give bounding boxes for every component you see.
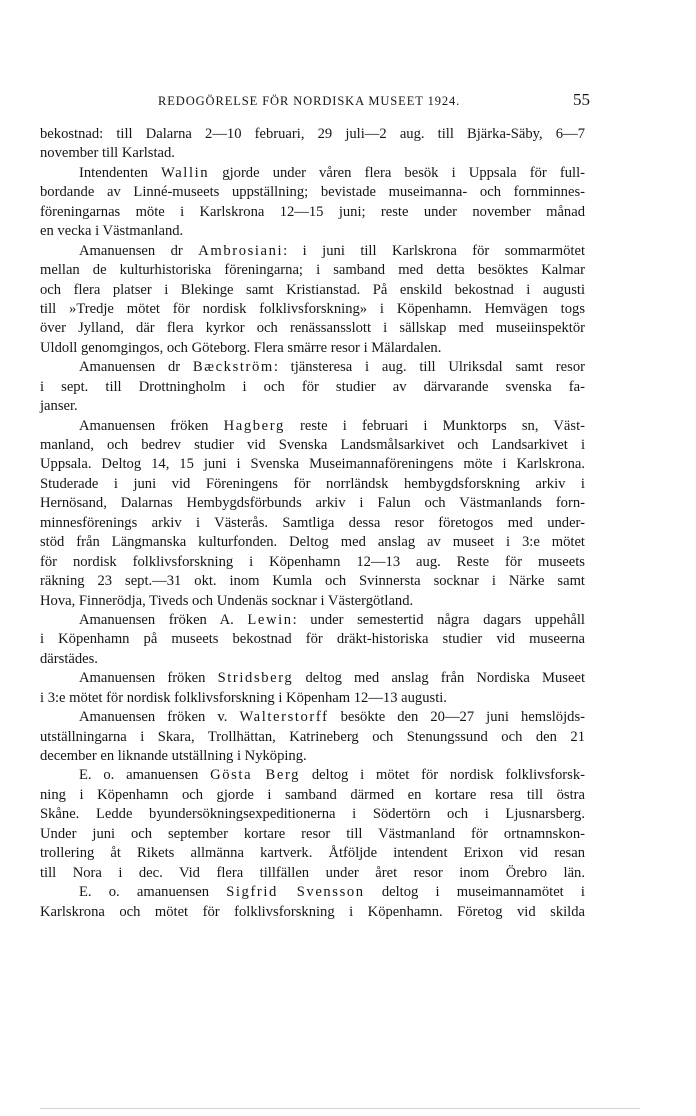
text-line: utställningarna i Skara, Trollhättan, Katrineberg och Stenungssund och den 21 xyxy=(40,728,585,745)
text-segment: Amanuensen fröken v. xyxy=(79,709,240,726)
text-line: därstädes. xyxy=(40,650,98,667)
text-line: november till Karlstad. xyxy=(40,145,175,162)
text-line: till »Tredje mötet för nordisk folklivsforskning» i Köpenhamn. Hemvägen togs xyxy=(40,300,585,317)
text-line: december en liknande utställning i Nyköping. xyxy=(40,748,307,764)
text-line: Skåne. Ledde byundersökningsexpeditionerna i Södertörn och i Ljusnarsberg. xyxy=(40,806,585,823)
bottom-rule xyxy=(40,1108,640,1109)
text-line xyxy=(40,611,585,630)
text-line: manland, och bedrev studier vid Svenska Landsmålsarkivet och Landsarkivet i xyxy=(40,437,585,453)
text-segment: Amanuensen dr xyxy=(79,242,199,259)
text-line: Studerade i juni vid Föreningens för norrländsk hembygdsforskning arkiv i xyxy=(40,475,585,492)
text-line: mellan de kulturhistoriska föreningarna; i samband med detta besöktes Kalmar xyxy=(40,262,585,279)
text-segment: deltog med anslag från Nordiska Museet xyxy=(293,670,585,687)
spaced-name: Gösta Berg xyxy=(210,767,301,784)
text-line: i Köpenhamn på museets bekostnad för dräkt-historiska studier vid museerna xyxy=(40,631,585,648)
text-line xyxy=(40,417,585,436)
text-segment: E. o. amanuensen xyxy=(79,884,227,901)
spaced-name: Stridsberg xyxy=(217,670,294,687)
text-line: föreningarnas möte i Karlskrona 12—15 juni; reste under november månad xyxy=(40,203,585,220)
text-line: stöd från Längmanska kulturfonden. Deltog med anslag av museet i 3:e mötet xyxy=(40,534,585,551)
text-segment: Amanuensen fröken xyxy=(79,417,224,434)
text-line: minnesförenings arkiv i Västerås. Samtliga dessa resor företogos med under- xyxy=(40,514,585,531)
text-line xyxy=(40,669,585,688)
page-header xyxy=(40,90,590,114)
text-segment: E. o. amanuensen xyxy=(79,767,211,784)
text-line: Under juni och september kortare resor till Västmanland för ortnamnskon- xyxy=(40,825,585,842)
text-line: i 3:e mötet för nordisk folklivsforskning i Köpenham 12—13 augusti. xyxy=(40,689,447,706)
text-segment: Intendenten xyxy=(79,164,162,181)
text-segment: : under semestertid några dagars uppehåll xyxy=(292,611,585,628)
text-line xyxy=(40,883,585,902)
text-segment: besökte den 20—27 juni hemslöjds- xyxy=(328,709,585,726)
spaced-name: Bæckström xyxy=(192,359,274,376)
text-line: över Jylland, där flera kyrkor och renässansslott i sällskap med museiinspektör xyxy=(40,320,585,337)
text-line: janser. xyxy=(40,398,78,415)
spaced-name: Walterstorff xyxy=(239,709,329,726)
text-line xyxy=(40,358,585,377)
text-line: Uppsala. Deltog 14, 15 juni i Svenska Museimannaföreningens möte i Karlskrona. xyxy=(40,456,585,473)
spaced-name: Hagberg xyxy=(223,417,285,434)
spaced-name: Ambrosiani xyxy=(198,242,284,259)
spaced-name: Lewin xyxy=(247,611,293,628)
text-line: Hernösand, Dalarnas Hembygdsförbunds arkiv i Falun och Västmanlands forn- xyxy=(40,495,585,512)
text-line: Karlskrona och mötet för folklivsforskning i Köpenhamn. Företog vid skilda xyxy=(40,903,585,920)
text-line xyxy=(40,242,585,261)
text-line: ning i Köpenhamn och gjorde i samband därmed en kortare resa till östra xyxy=(40,786,585,803)
text-line: en vecka i Västmanland. xyxy=(40,223,184,240)
text-segment: : i juni till Karlskrona för sommarmötet xyxy=(283,242,585,259)
spaced-name: Sigfrid Svensson xyxy=(226,884,365,901)
text-line: till Nora i dec. Vid flera tillfällen under året resor inom Örebro län. xyxy=(40,864,585,881)
text-segment: Amanuensen fröken xyxy=(79,670,218,687)
text-line xyxy=(40,164,585,183)
text-segment: deltog i museimannamötet i xyxy=(364,884,585,901)
text-line: Uldoll genomgingos, och Göteborg. Flera smärre resor i Mälardalen. xyxy=(40,339,442,356)
text-line: trollering åt Rikets allmänna kartverk. Åtföljde intendent Erixon vid resan xyxy=(40,845,585,862)
text-segment: deltog i mötet för nordisk folklivsforsk- xyxy=(300,767,585,784)
text-segment: gjorde under våren flera besök i Uppsala för full- xyxy=(209,164,585,181)
text-line: bordande av Linné-museets uppställning; bevistade museimanna- och fornminnes- xyxy=(40,184,585,201)
text-segment: Amanuensen dr xyxy=(79,359,193,376)
text-line: bekostnad: till Dalarna 2—10 februari, 29 juli—2 aug. till Bjärka-Säby, 6—7 xyxy=(40,126,585,142)
text-segment: reste i februari i Munktorps sn, Väst- xyxy=(284,417,586,434)
text-line: Hova, Finnerödja, Tiveds och Undenäs socknar i Västergötland. xyxy=(40,592,414,609)
text-line: räkning 23 sept.—31 okt. inom Kumla och Svinnersta socknar i Närke samt xyxy=(40,573,585,590)
text-line: i sept. till Drottningholm i och för studier av därvarande svenska fa- xyxy=(40,378,585,395)
text-line: och flera platser i Blekinge samt Kristianstad. På enskild bekostnad i augusti xyxy=(40,281,585,298)
running-title: REDOGÖRELSE FÖR NORDISKA MUSEET 1924. xyxy=(158,94,461,108)
spaced-name: Wallin xyxy=(161,164,210,181)
page-number: 55 xyxy=(573,90,590,109)
text-line: för nordisk folklivsforskning i Köpenhamn 12—13 aug. Reste för museets xyxy=(40,553,585,570)
body-text xyxy=(40,125,585,922)
text-segment: Amanuensen fröken A. xyxy=(79,611,248,628)
text-line xyxy=(40,766,585,785)
text-line xyxy=(40,708,585,727)
text-segment: : tjänsteresa i aug. till Ulriksdal samt resor xyxy=(273,359,585,376)
